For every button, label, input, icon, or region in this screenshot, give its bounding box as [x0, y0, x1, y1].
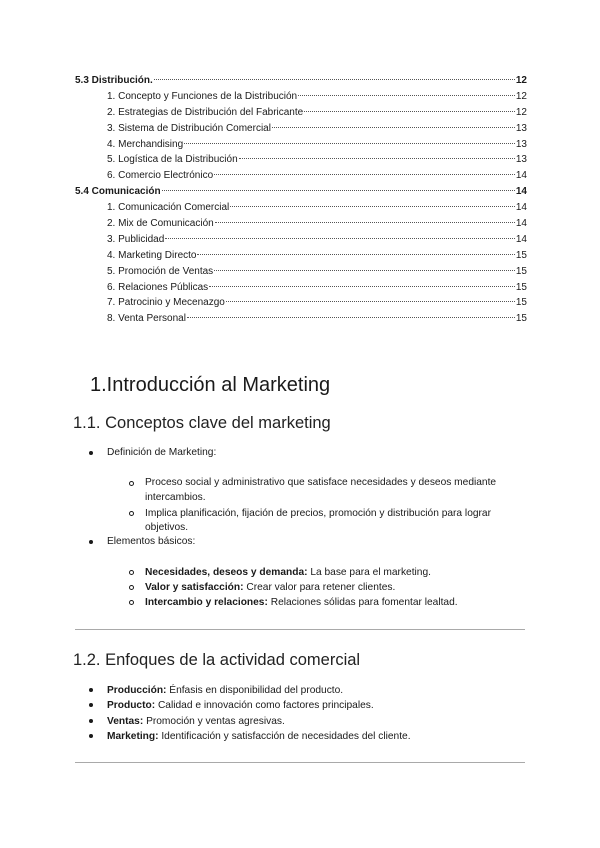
- toc-dot-leader: [214, 270, 515, 271]
- toc-entry[interactable]: [75, 232, 527, 248]
- toc-dot-leader: [304, 111, 515, 112]
- toc-entry-title: 3. Sistema de Distribución Comercial: [107, 122, 271, 134]
- toc-entry[interactable]: [75, 105, 527, 121]
- list-item: Producción: Énfasis en disponibilidad del producto.: [107, 683, 537, 698]
- chapter-heading: 1.Introducción al Marketing: [90, 374, 331, 396]
- toc-dot-leader: [154, 79, 515, 80]
- toc-entry-title: 4. Marketing Directo: [107, 249, 197, 261]
- list-item: Proceso social y administrativo que satisface necesidades y deseos mediante intercambios.: [145, 476, 530, 505]
- toc-page-number: 12: [515, 106, 527, 118]
- toc-entry-title: 6. Relaciones Públicas: [107, 281, 209, 293]
- toc-dot-leader: [162, 190, 515, 191]
- horizontal-divider: [75, 762, 525, 763]
- toc-page-number: 13: [515, 154, 527, 166]
- toc-entry-title: 8. Venta Personal: [107, 313, 186, 325]
- definition-sublist: [145, 476, 530, 536]
- toc-entry-title: 3. Publicidad: [107, 233, 165, 245]
- list-item: Necesidades, deseos y demanda: La base para el marketing.: [145, 565, 530, 580]
- definition-label: Definición de Marketing:: [107, 447, 217, 458]
- toc-entry[interactable]: [75, 264, 527, 280]
- list-item: Marketing: Identificación y satisfacción de necesidades del cliente.: [107, 729, 537, 744]
- basic-elements-sublist: [145, 565, 530, 610]
- toc-entry-title: 2. Estrategias de Distribución del Fabricante: [107, 106, 304, 118]
- toc-entry-title: 5. Logística de la Distribución: [107, 154, 238, 166]
- toc-entry[interactable]: [75, 295, 527, 311]
- toc-dot-leader: [197, 254, 514, 255]
- toc-page-number: 14: [515, 233, 527, 245]
- toc-dot-leader: [272, 127, 515, 128]
- toc-entry-title: 1. Concepto y Funciones de la Distribución: [107, 90, 298, 102]
- list-item-elementos: [107, 535, 537, 550]
- toc-page-number: 12: [515, 75, 527, 86]
- toc-page-number: 15: [515, 265, 527, 277]
- list-item: Implica planificación, fijación de precios, promoción y distribución para lograr objetivos.: [145, 507, 530, 536]
- horizontal-divider: [75, 629, 525, 630]
- concepts-list: [107, 446, 537, 461]
- toc-entry[interactable]: [75, 200, 527, 216]
- toc-dot-leader: [214, 174, 515, 175]
- toc-page-number: 15: [515, 249, 527, 261]
- toc-page-number: 15: [515, 297, 527, 309]
- toc-entry[interactable]: [75, 121, 527, 137]
- toc-dot-leader: [184, 143, 515, 144]
- basic-elements-list: [107, 535, 537, 550]
- table-of-contents: [75, 73, 527, 327]
- toc-dot-leader: [298, 95, 515, 96]
- toc-entry-title: 6. Comercio Electrónico: [107, 170, 214, 182]
- toc-entry[interactable]: [75, 73, 527, 89]
- toc-page-number: 15: [515, 281, 527, 293]
- toc-dot-leader: [230, 206, 515, 207]
- section-heading-conceptos: 1.1. Conceptos clave del marketing: [73, 414, 331, 432]
- toc-dot-leader: [239, 158, 515, 159]
- toc-entry[interactable]: [75, 137, 527, 153]
- list-item: Producto: Calidad e innovación como factores principales.: [107, 698, 537, 713]
- toc-entry[interactable]: [75, 184, 527, 200]
- toc-page-number: 13: [515, 122, 527, 134]
- toc-entry[interactable]: [75, 248, 527, 264]
- toc-entry-title: 2. Mix de Comunicación: [107, 218, 214, 230]
- toc-entry-title: 4. Merchandising: [107, 138, 184, 150]
- toc-entry-title: 5.3 Distribución.: [75, 75, 153, 86]
- toc-page-number: 14: [515, 202, 527, 214]
- toc-page-number: 13: [515, 138, 527, 150]
- toc-dot-leader: [165, 238, 515, 239]
- toc-entry-title: 7. Patrocinio y Mecenazgo: [107, 297, 225, 309]
- list-item-definicion: [107, 446, 537, 461]
- toc-entry-title: 5.4 Comunicación: [75, 186, 161, 198]
- toc-dot-leader: [187, 317, 515, 318]
- toc-entry-title: 1. Comunicación Comercial: [107, 202, 230, 214]
- toc-page-number: 12: [515, 90, 527, 102]
- toc-page-number: 14: [515, 186, 527, 198]
- toc-entry[interactable]: [75, 280, 527, 296]
- basic-elements-label: Elementos básicos:: [107, 536, 196, 547]
- toc-entry[interactable]: [75, 216, 527, 232]
- toc-dot-leader: [209, 286, 515, 287]
- toc-page-number: 15: [515, 313, 527, 325]
- list-item: Ventas: Promoción y ventas agresivas.: [107, 714, 537, 729]
- toc-dot-leader: [215, 222, 515, 223]
- approaches-list: [107, 683, 537, 744]
- toc-entry[interactable]: [75, 311, 527, 327]
- toc-entry-title: 5. Promoción de Ventas: [107, 265, 214, 277]
- list-item: Intercambio y relaciones: Relaciones sólidas para fomentar lealtad.: [145, 595, 530, 610]
- toc-page-number: 14: [515, 218, 527, 230]
- toc-dot-leader: [226, 301, 515, 302]
- toc-entry[interactable]: [75, 168, 527, 184]
- toc-entry[interactable]: [75, 89, 527, 105]
- toc-page-number: 14: [515, 170, 527, 182]
- toc-entry[interactable]: [75, 152, 527, 168]
- list-item: Valor y satisfacción: Crear valor para retener clientes.: [145, 580, 530, 595]
- section-heading-enfoques: 1.2. Enfoques de la actividad comercial: [73, 651, 361, 669]
